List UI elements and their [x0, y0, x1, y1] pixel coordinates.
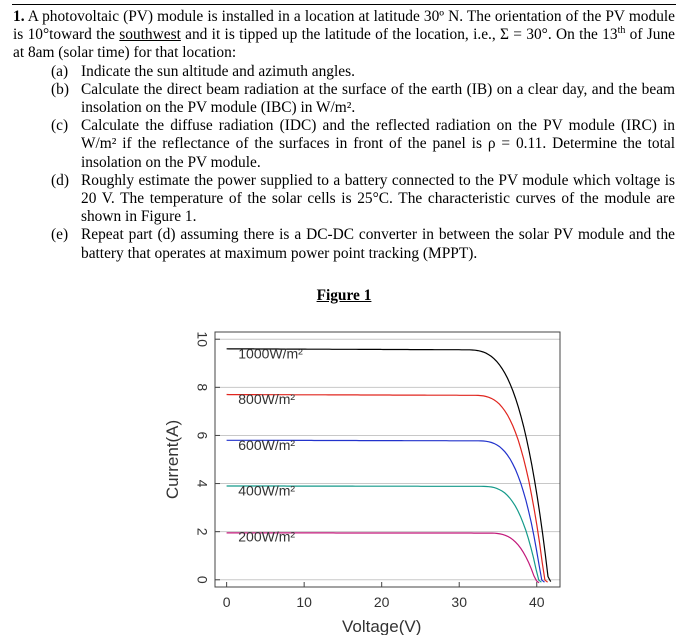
part-label: (a): [51, 62, 69, 80]
intro-text-2: toward the: [49, 26, 120, 44]
chart-series: [227, 349, 551, 583]
question-part-b: [13, 81, 675, 117]
part-label: (b): [51, 80, 69, 98]
x-tick-label: 40: [528, 594, 545, 610]
series-line-1000: [227, 349, 551, 582]
series-label-400: 400W/m²: [238, 482, 296, 499]
series-label-1000: 1000W/m²: [238, 345, 303, 362]
y-tick-label: 10: [194, 331, 211, 348]
chart-svg: [160, 320, 580, 635]
degree-symbol: °: [42, 26, 50, 44]
intro-text-4: of June at 8am (solar time) for that location:: [13, 26, 675, 62]
x-tick-label: 20: [373, 594, 390, 610]
figure-title: Figure 1: [316, 287, 372, 304]
part-text: Roughly estimate the power supplied to a battery connected to the PV module which voltage is 20 V. The temperature of the solar cells is 25°C. The characteristic curves of the module are shown in Figure 1.: [81, 171, 675, 226]
series-line-600: [227, 440, 545, 582]
y-tick-label: 6: [194, 431, 211, 440]
part-text: Repeat part (d) assuming there is a DC-DC converter in between the solar PV module and the battery that operates at maximum power point tracking (MPPT).: [81, 226, 675, 262]
intro-underlined: southwest: [119, 26, 181, 44]
series-label-800: 800W/m²: [238, 391, 296, 408]
superscript-th: th: [617, 25, 626, 37]
question-part-d: [13, 172, 675, 227]
top-rule: [12, 4, 676, 5]
series-label-600: 600W/m²: [238, 436, 296, 453]
y-tick-label: 0: [194, 575, 211, 584]
y-tick-label: 4: [194, 479, 211, 488]
question-parts: [13, 63, 675, 263]
part-text: Calculate the diffuse radiation (IDC) and the reflected radiation on the PV module (IRC) in W/m² if the reflectance of the surfaces in front of the panel is ρ = 0.11. Determine the total insolation on the PV module.: [81, 117, 675, 171]
x-tick-label: 10: [296, 594, 312, 610]
plot-frame: [215, 332, 560, 587]
problem-intro: [13, 8, 675, 63]
part-text: Indicate the sun altitude and azimuth angles.: [81, 62, 355, 80]
chart-series-labels: [238, 345, 303, 544]
series-label-200: 200W/m²: [238, 528, 296, 545]
iv-curve-chart: [160, 320, 580, 640]
question-part-a: [13, 63, 675, 81]
intro-text-3: and it is tipped up the latitude of the location, i.e., Σ = 30°. On the 13: [180, 26, 618, 44]
x-tick-label: 0: [222, 594, 231, 610]
problem-text: [13, 8, 675, 263]
y-tick-label: 8: [194, 383, 211, 392]
y-tick-label: 2: [194, 527, 211, 536]
x-tick-label: 30: [451, 594, 468, 610]
y-axis-title: Current(A): [163, 419, 182, 500]
part-label: (d): [51, 171, 69, 189]
part-label: (e): [51, 226, 69, 244]
part-label: (c): [51, 117, 69, 135]
intro-text-1: A photovoltaic (PV) module is installed in a location at latitude 30º N. The orientation of the PV module is 10: [13, 8, 675, 44]
x-axis-title: Voltage(V): [341, 617, 422, 635]
problem-number: 1.: [13, 8, 25, 25]
question-part-e: [13, 226, 675, 262]
part-text: Calculate the direct beam radiation at the surface of the earth (IB) on a clear day, and the beam insolation on the PV module (IBC) in W/m².: [81, 80, 675, 117]
question-part-c: [13, 117, 675, 172]
